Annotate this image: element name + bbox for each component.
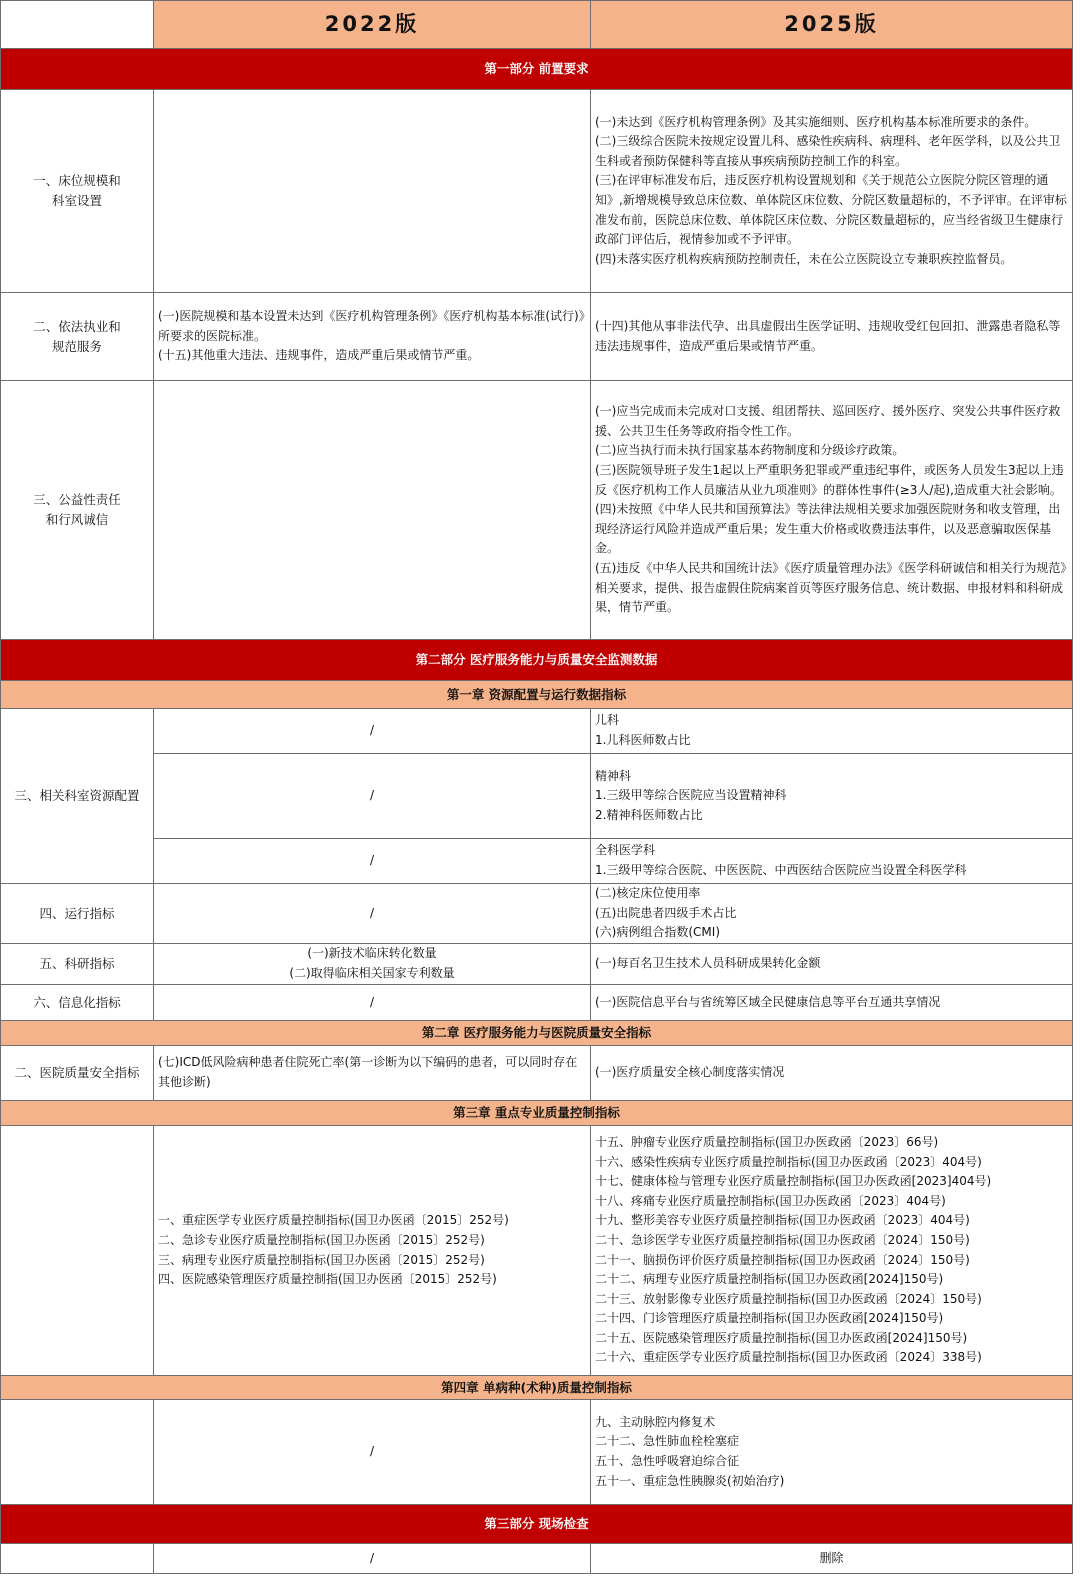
table-row bbox=[1, 1126, 1073, 1376]
cell-2022: / bbox=[154, 709, 591, 754]
cell-2022: / bbox=[154, 985, 591, 1021]
table-row bbox=[1, 1544, 1073, 1574]
table-row bbox=[1, 985, 1073, 1021]
table-row bbox=[1, 839, 1073, 884]
chapter4-title: 第四章 单病种(术种)质量控制指标 bbox=[1, 1376, 1073, 1400]
row-category bbox=[1, 1400, 154, 1505]
table-row bbox=[1, 293, 1073, 381]
cell-2022 bbox=[154, 90, 591, 293]
table-row bbox=[1, 1046, 1073, 1101]
chapter-row bbox=[1, 681, 1073, 709]
table-row bbox=[1, 754, 1073, 839]
chapter3-title: 第三章 重点专业质量控制指标 bbox=[1, 1101, 1073, 1126]
part1-title: 第一部分 前置要求 bbox=[1, 49, 1073, 90]
table-row bbox=[1, 381, 1073, 640]
cell-2022 bbox=[154, 381, 591, 640]
part-row bbox=[1, 1505, 1073, 1544]
header-2022: 2022版 bbox=[154, 1, 591, 49]
cell-2025: (一)应当完成而未完成对口支援、组团帮扶、巡回医疗、援外医疗、突发公共事件医疗救援、公共卫生任务等政府指令性工作。 (二)应当执行而未执行国家基本药物制度和分级诊疗政策。 (三)医院领导班子发生1起以上严重职务犯罪或严重违纪事件，或医务人员发生3起以上违反《医疗机构工作人员廉洁从业九项准则》的群体性事件(≥3人/起),造成重大社会影响。 (四)未按照《中华人民共和国预算法》等法律法规相关要求加强医院财务和收支管理，出现经济运行风险并造成严重后果；发生重大价格或收费违法事件，以及恶意骗取医保基金。 (五)违反《中华人民共和国统计法》《医疗质量管理办法》《医学科研诚信和相关行为规范》相关要求，提供、报告虚假住院病案首页等医疗服务信息、统计数据、申报材料和科研成果，情节严重。 bbox=[591, 381, 1073, 640]
cell-2025: (一)医疗质量安全核心制度落实情况 bbox=[591, 1046, 1073, 1101]
table-row bbox=[1, 944, 1073, 985]
chapter-row bbox=[1, 1021, 1073, 1046]
header-row bbox=[1, 1, 1073, 49]
row-category: 五、科研指标 bbox=[1, 944, 154, 985]
cell-2022: (一)新技术临床转化数量 (二)取得临床相关国家专利数量 bbox=[154, 944, 591, 985]
chapter1-title: 第一章 资源配置与运行数据指标 bbox=[1, 681, 1073, 709]
table-row bbox=[1, 884, 1073, 944]
table-row bbox=[1, 90, 1073, 293]
table-row bbox=[1, 709, 1073, 754]
row-category: 一、床位规模和 科室设置 bbox=[1, 90, 154, 293]
cell-2025: 十五、肿瘤专业医疗质量控制指标(国卫办医政函〔2023〕66号) 十六、感染性疾病专业医疗质量控制指标(国卫办医政函〔2023〕404号) 十七、健康体检与管理专业医疗质量控制指标(国卫办医政函[2023]404号) 十八、疼痛专业医疗质量控制指标(国卫办医政函〔2023〕404号) 十九、整形美容专业医疗质量控制指标(国卫办医政函〔2023〕404号) 二十、急诊医学专业医疗质量控制指标(国卫办医政函〔2024〕150号) 二十一、脑损伤评价医疗质量控制指标(国卫办医政函〔2024〕150号) 二十二、病理专业医疗质量控制指标(国卫办医政函[2024]150号) 二十三、放射影像专业医疗质量控制指标(国卫办医政函〔2024〕150号) 二十四、门诊管理医疗质量控制指标(国卫办医政函[2024]150号) 二十五、医院感染管理医疗质量控制指标(国卫办医政函[2024]150号) 二十六、重症医学专业医疗质量控制指标(国卫办医政函〔2024〕338号) bbox=[591, 1126, 1073, 1376]
chapter-row bbox=[1, 1376, 1073, 1400]
chapter2-title: 第二章 医疗服务能力与医院质量安全指标 bbox=[1, 1021, 1073, 1046]
row-category bbox=[1, 1544, 154, 1574]
cell-2022: / bbox=[154, 1400, 591, 1505]
cell-2025: (一)未达到《医疗机构管理条例》及其实施细则、医疗机构基本标准所要求的条件。 (二)三级综合医院未按规定设置儿科、感染性疾病科、病理科、老年医学科，以及公共卫生科或者预防保健科等直接从事疾病预防控制工作的科室。 (三)在评审标准发布后，违反医疗机构设置规划和《关于规范公立医院分院区管理的通知》,新增规模导致总床位数、单体院区床位数、分院区数量超标的，不予评审。在评审标准发布前，医院总床位数、单体院区床位数、分院区数量超标的，应当经省级卫生健康行政部门评估后，视情参加或不予评审。 (四)未落实医疗机构疾病预防控制责任，未在公立医院设立专兼职疾控监督员。 bbox=[591, 90, 1073, 293]
row-category bbox=[1, 1126, 154, 1376]
cell-2022: / bbox=[154, 884, 591, 944]
cell-2025: 九、主动脉腔内修复术 二十二、急性肺血栓栓塞症 五十、急性呼吸窘迫综合征 五十一、重症急性胰腺炎(初始治疗) bbox=[591, 1400, 1073, 1505]
cell-2022: / bbox=[154, 754, 591, 839]
cell-2025: 儿科 1.儿科医师数占比 bbox=[591, 709, 1073, 754]
row-category: 二、依法执业和 规范服务 bbox=[1, 293, 154, 381]
cell-2025: 删除 bbox=[591, 1544, 1073, 1574]
cell-2025: 全科医学科 1.三级甲等综合医院、中医医院、中西医结合医院应当设置全科医学科 bbox=[591, 839, 1073, 884]
part2-title: 第二部分 医疗服务能力与质量安全监测数据 bbox=[1, 640, 1073, 681]
cell-2022: (七)ICD低风险病种患者住院死亡率(第一诊断为以下编码的患者，可以同时存在其他诊断) bbox=[154, 1046, 591, 1101]
part-row bbox=[1, 640, 1073, 681]
header-2025: 2025版 bbox=[591, 1, 1073, 49]
row-category: 三、相关科室资源配置 bbox=[1, 709, 154, 884]
row-category: 三、公益性责任 和行风诚信 bbox=[1, 381, 154, 640]
cell-2025: 精神科 1.三级甲等综合医院应当设置精神科 2.精神科医师数占比 bbox=[591, 754, 1073, 839]
row-category: 六、信息化指标 bbox=[1, 985, 154, 1021]
cell-2022: / bbox=[154, 1544, 591, 1574]
cell-2025: (一)每百名卫生技术人员科研成果转化金额 bbox=[591, 944, 1073, 985]
header-blank bbox=[1, 1, 154, 49]
row-category: 四、运行指标 bbox=[1, 884, 154, 944]
cell-2025: (十四)其他从事非法代孕、出具虚假出生医学证明、违规收受红包回扣、泄露患者隐私等违法违规事件，造成严重后果或情节严重。 bbox=[591, 293, 1073, 381]
cell-2022: / bbox=[154, 839, 591, 884]
row-category: 二、医院质量安全指标 bbox=[1, 1046, 154, 1101]
cell-2022: (一)医院规模和基本设置未达到《医疗机构管理条例》《医疗机构基本标准(试行)》所要求的医院标准。 (十五)其他重大违法、违规事件，造成严重后果或情节严重。 bbox=[154, 293, 591, 381]
cell-2025: (一)医院信息平台与省统筹区域全民健康信息等平台互通共享情况 bbox=[591, 985, 1073, 1021]
part3-title: 第三部分 现场检查 bbox=[1, 1505, 1073, 1544]
part-row bbox=[1, 49, 1073, 90]
chapter-row bbox=[1, 1101, 1073, 1126]
cell-2022: 一、重症医学专业医疗质量控制指标(国卫办医函〔2015〕252号) 二、急诊专业医疗质量控制指标(国卫办医函〔2015〕252号) 三、病理专业医疗质量控制指标(国卫办医函〔2015〕252号) 四、医院感染管理医疗质量控制指(国卫办医函〔2015〕252号) bbox=[154, 1126, 591, 1376]
cell-2025: (二)核定床位使用率 (五)出院患者四级手术占比 (六)病例组合指数(CMI) bbox=[591, 884, 1073, 944]
table-row bbox=[1, 1400, 1073, 1505]
